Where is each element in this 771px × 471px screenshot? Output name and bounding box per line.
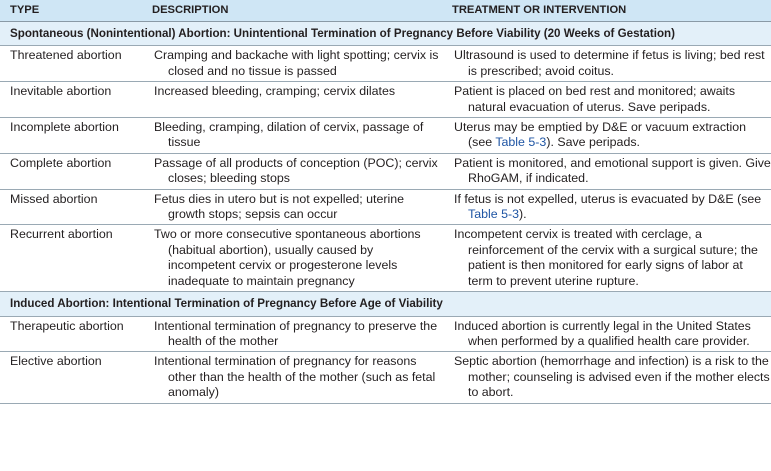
- cell-treatment: Ultrasound is used to determine if fetus is living; bed rest is prescribed; avoid coitus.: [454, 48, 765, 78]
- cell-type: Threatened abortion: [0, 46, 142, 82]
- cell-description: Fetus dies in utero but is not expelled; uterine growth stops; sepsis can occur: [154, 191, 405, 222]
- section-header-induced: [0, 292, 771, 316]
- cell-treatment: Patient is monitored, and emotional support is given. Give RhoGAM, if indicated.: [454, 155, 771, 186]
- cell-type: Recurrent abortion: [0, 225, 142, 292]
- cell-type: Elective abortion: [0, 352, 142, 403]
- cell-description: Two or more consecutive spontaneous abortions (habitual abortion), usually caused by incompetent cervix or progesterone levels inadequate to maintain pregnancy: [154, 227, 421, 288]
- header-row: [0, 0, 771, 22]
- cell-treatment: If fetus is not expelled, uterus is evacuated by D&E (see Table 5-3).: [454, 191, 762, 222]
- table-row: [0, 153, 771, 189]
- table-row: [0, 225, 771, 292]
- table-row: [0, 316, 771, 352]
- cell-treatment: Patient is placed on bed rest and monitored; awaits natural evacuation of uterus. Save peripads.: [454, 84, 736, 114]
- cell-type: Missed abortion: [0, 189, 142, 225]
- cell-treatment: Uterus may be emptied by D&E or vacuum extraction (see Table 5-3). Save peripads.: [454, 120, 746, 150]
- cell-type: Complete abortion: [0, 153, 142, 189]
- cell-description: Passage of all products of conception (POC); cervix closes; bleeding stops: [154, 155, 438, 186]
- cell-description: Intentional termination of pregnancy for reasons other than the health of the mother (such as fetal anomaly): [154, 354, 436, 400]
- cell-description: Increased bleeding, cramping; cervix dilates: [154, 84, 396, 99]
- cell-description: Cramping and backache with light spotting; cervix is closed and no tissue is passed: [154, 48, 439, 78]
- table-5-3-link[interactable]: Table 5-3: [495, 135, 547, 150]
- section-title: Induced Abortion: Intentional Termination of Pregnancy Before Age of Viability: [0, 292, 771, 316]
- cell-type: Inevitable abortion: [0, 82, 142, 118]
- table-row: [0, 82, 771, 118]
- cell-description: Intentional termination of pregnancy to preserve the health of the mother: [154, 318, 438, 348]
- section-title: Spontaneous (Nonintentional) Abortion: Unintentional Termination of Pregnancy Before Viability (20 Weeks of Gestation): [0, 22, 771, 46]
- table-5-3-link[interactable]: Table 5-3: [468, 207, 519, 222]
- cell-treatment: Induced abortion is currently legal in the United States when performed by a qualified health care provider.: [454, 318, 751, 348]
- cell-description: Bleeding, cramping, dilation of cervix, passage of tissue: [154, 120, 424, 150]
- header-description: DESCRIPTION: [142, 0, 442, 22]
- header-treatment: TREATMENT OR INTERVENTION: [442, 0, 771, 22]
- table-row: [0, 118, 771, 154]
- cell-treatment: Incompetent cervix is treated with cerclage, a reinforcement of the cervix with a surgical suture; the patient is then monitored for early signs of labor at term to prevent uterine rupture.: [454, 227, 758, 288]
- table-row: [0, 189, 771, 225]
- cell-treatment: Septic abortion (hemorrhage and infection) is a risk to the mother; counseling is advised even if the mother elects to abort.: [454, 354, 770, 400]
- cell-type: Incomplete abortion: [0, 118, 142, 154]
- section-header-spontaneous: [0, 22, 771, 46]
- table-row: [0, 352, 771, 403]
- table-row: [0, 46, 771, 82]
- cell-type: Therapeutic abortion: [0, 316, 142, 352]
- header-type: TYPE: [0, 0, 142, 22]
